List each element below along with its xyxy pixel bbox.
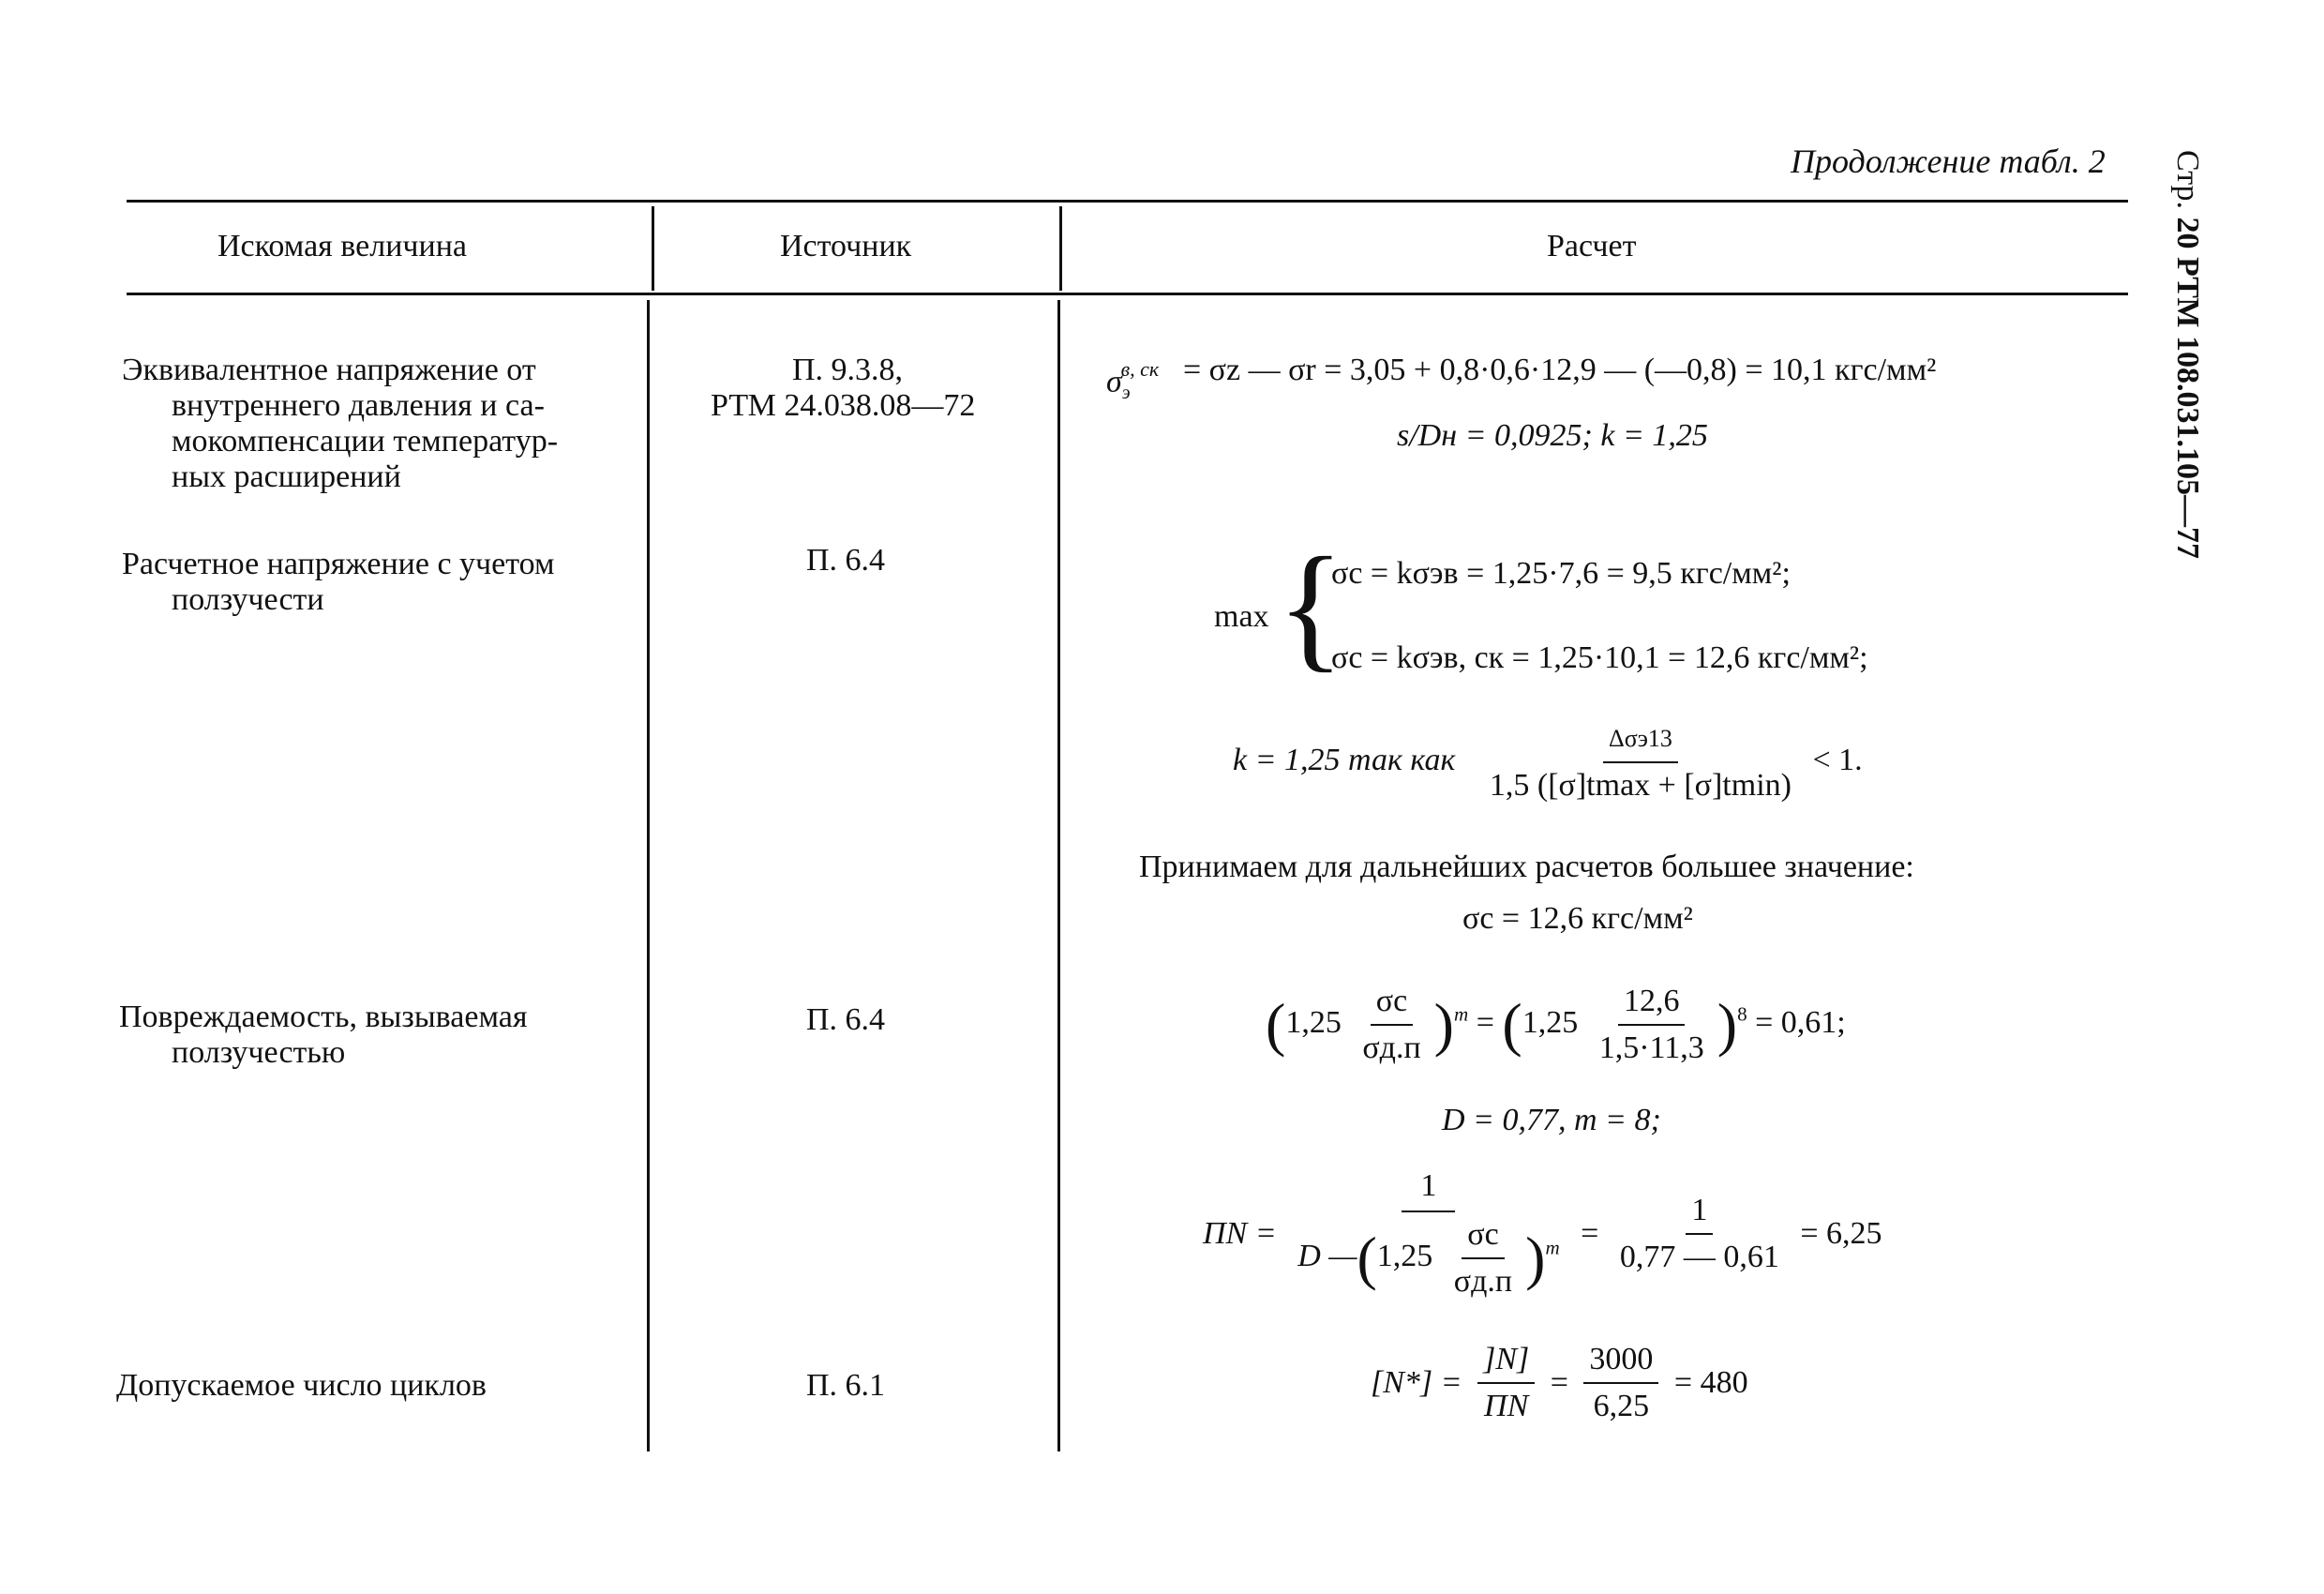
- row3-damage-equation: (1,25 $\frac{\sigma с}{\sigma д.п}$ )$^m$ = (1,25 $\frac{12,6}{1,5\cdot 11,3}$ )$^8$ = 0,61;: [1266, 984, 1846, 1065]
- row4-n-label: [N*] =: [1371, 1365, 1462, 1400]
- row2-max-label: max: [1214, 599, 1269, 634]
- row3-pn-mid-den: 0,77 — 0,61: [1619, 1240, 1779, 1274]
- row3-frac-den: σд.п: [1362, 1030, 1421, 1065]
- row2-line-b: σс = kσэв, ск = 1,25·10,1 = 12,6 кгс/мм²;: [1331, 640, 1868, 675]
- row2-quantity-line2: ползучести: [172, 582, 324, 617]
- row1-calc-line2: s/Dн = 0,0925; k = 1,25: [1397, 418, 1708, 453]
- row4-source: П. 6.1: [806, 1368, 886, 1403]
- row3-pn-equation: ПN = 1 D —(1,25 $\frac{\sigma с}{\sigma д.п}$ )$^m$ = $\frac{1}{0,77 — 0,61}$ = 6,25: [1203, 1168, 1882, 1299]
- row3-source: П. 6.4: [806, 1002, 886, 1037]
- row3-power2: 8: [1737, 1002, 1747, 1026]
- row2-k-text: k = 1,25 так как: [1233, 742, 1456, 777]
- row1-source-line2: РТМ 24.038.08—72: [711, 388, 976, 423]
- row3-coef-right: 1,25: [1522, 1004, 1579, 1040]
- row2-accept-text: Принимаем для дальнейших расчетов большее значение:: [1139, 850, 1914, 884]
- row1-quantity-line4: ных расширений: [172, 459, 401, 494]
- row3-result: = 0,61;: [1755, 1004, 1846, 1040]
- header-calculation: Расчет: [1547, 229, 1637, 263]
- row3-pn-den-pre: D —: [1297, 1238, 1357, 1273]
- row3-pn-den-coef: 1,25: [1376, 1238, 1433, 1273]
- row2-k-tail: < 1.: [1812, 742, 1863, 777]
- header-quantity: Искомая величина: [217, 229, 467, 263]
- row1-quantity-line3: мокомпенсации температур-: [172, 424, 559, 459]
- row3-frac-num: σс: [1371, 983, 1413, 1026]
- row1-quantity-line2: внутреннего давления и са-: [172, 388, 545, 423]
- table-top-rule: [127, 200, 2128, 203]
- row1-source-line1: П. 9.3.8,: [792, 353, 904, 387]
- row3-quantity-line1: Повреждаемость, вызываемая: [119, 1000, 528, 1034]
- side-doc-code: РТМ 108.031.105—77: [2170, 257, 2205, 560]
- row3-pn-label: ПN =: [1203, 1216, 1277, 1251]
- header-divider-2: [1059, 206, 1062, 291]
- row2-source: П. 6.4: [806, 543, 886, 578]
- row2-k-numerator: Δσэ13: [1603, 720, 1678, 763]
- side-page-number: 20: [2170, 217, 2205, 249]
- row4-cycles-equation: [N*] = $\frac{]N]}{ПN}$ = $\frac{3000}{6,25}$ = 480: [1371, 1342, 1748, 1423]
- row3-pn-inner-num: σс: [1462, 1216, 1504, 1259]
- row1-sigma-symbol: $\sigma_э^{в, ск}$: [1106, 357, 1160, 404]
- row3-frac2-num: 12,6: [1618, 983, 1686, 1026]
- row2-brace: {: [1277, 529, 1344, 684]
- row4-frac2-den: 6,25: [1593, 1389, 1650, 1423]
- column-divider-2: [1057, 300, 1060, 1451]
- row3-dm-line: D = 0,77, m = 8;: [1442, 1103, 1661, 1137]
- row3-frac2-den: 1,5·11,3: [1598, 1030, 1704, 1065]
- row4-quantity: Допускаемое число циклов: [116, 1368, 487, 1403]
- row3-quantity-line2: ползучестью: [172, 1035, 346, 1070]
- row2-k-denominator: 1,5 ([σ]tmax + [σ]tmin): [1489, 768, 1792, 803]
- continuation-caption: Продолжение табл. 2: [1791, 143, 2106, 180]
- row3-pn-inner-den: σд.п: [1453, 1264, 1513, 1299]
- row4-frac2-num: 3000: [1583, 1341, 1658, 1384]
- header-bottom-rule: [127, 293, 2128, 295]
- column-divider-1: [647, 300, 650, 1451]
- row4-frac1-den: ПN: [1484, 1389, 1529, 1423]
- header-divider-1: [652, 206, 654, 291]
- row3-coef-left: 1,25: [1285, 1004, 1342, 1040]
- row2-k-condition: [1233, 720, 1863, 805]
- row3-pn-result: = 6,25: [1800, 1216, 1882, 1251]
- row4-result: = 480: [1673, 1365, 1748, 1400]
- row1-calc-line1: = σz — σr = 3,05 + 0,8·0,6·12,9 — (—0,8) = 10,1 кгс/мм²: [1183, 353, 1937, 387]
- header-source: Источник: [780, 229, 912, 263]
- row2-accept-value: σс = 12,6 кгс/мм²: [1462, 901, 1693, 936]
- row1-quantity-line1: Эквивалентное напряжение от: [122, 353, 536, 387]
- row2-line-a: σс = kσэв = 1,25·7,6 = 9,5 кгс/мм²;: [1331, 556, 1791, 591]
- row3-pn-mid-num: 1: [1686, 1192, 1713, 1235]
- row3-power: m: [1453, 1002, 1469, 1026]
- side-prefix: Стр.: [2170, 150, 2205, 210]
- side-page-label: [2168, 150, 2243, 600]
- row4-frac1-num: ]N]: [1477, 1341, 1535, 1384]
- row3-pn-numerator: 1: [1402, 1167, 1455, 1212]
- row3-pn-power: m: [1545, 1236, 1560, 1259]
- row2-quantity-line1: Расчетное напряжение с учетом: [122, 547, 555, 581]
